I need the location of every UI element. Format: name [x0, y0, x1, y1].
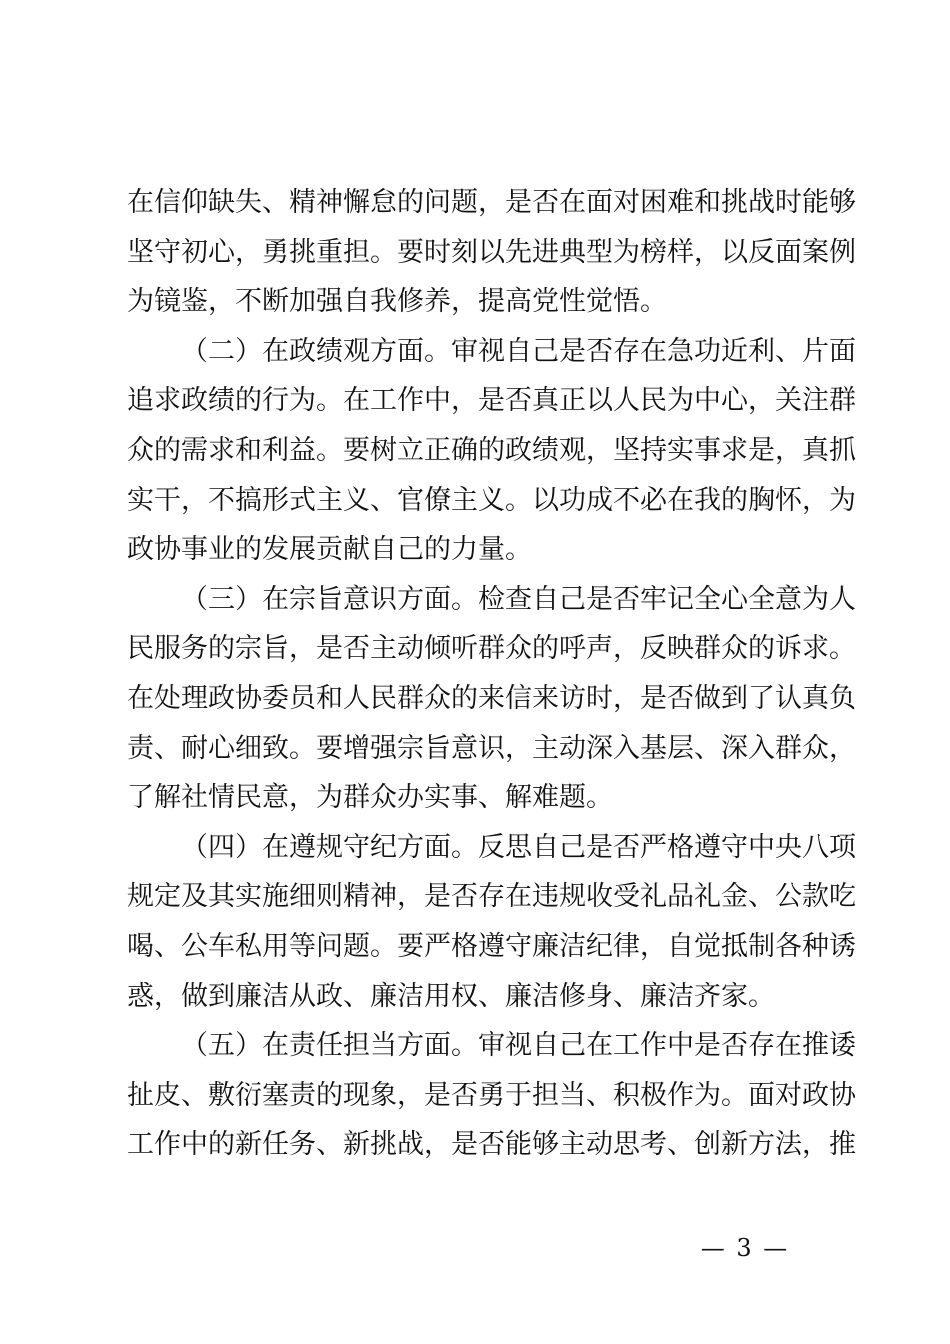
section-heading-line: （二）在政绩观方面。审视自己是否存在急功近利、片面 [181, 335, 856, 367]
body-text [127, 178, 856, 1170]
text-line: 民服务的宗旨，是否主动倾听群众的呼声，反映群众的诉求。 [127, 633, 856, 665]
text-line: 惑，做到廉洁从政、廉洁用权、廉洁修身、廉洁齐家。 [127, 980, 775, 1012]
section-heading-line: （五）在责任担当方面。审视自己在工作中是否存在推诿 [181, 1030, 856, 1062]
text-line: 责、耐心细致。要增强宗旨意识，主动深入基层、深入群众， [127, 732, 856, 764]
text-line: 众的需求和利益。要树立正确的政绩观，坚持实事求是，真抓 [127, 434, 856, 466]
section-heading-line: （三）在宗旨意识方面。检查自己是否牢记全心全意为人 [181, 583, 856, 615]
text-line: 工作中的新任务、新挑战，是否能够主动思考、创新方法，推 [127, 1129, 856, 1161]
text-line: 喝、公车私用等问题。要严格遵守廉洁纪律，自觉抵制各种诱 [127, 930, 856, 962]
text-line: 扯皮、敷衍塞责的现象，是否勇于担当、积极作为。面对政协 [127, 1079, 856, 1111]
text-line: 实干，不搞形式主义、官僚主义。以功成不必在我的胸怀，为 [127, 484, 856, 516]
text-line: 规定及其实施细则精神，是否存在违规收受礼品礼金、公款吃 [127, 881, 856, 913]
text-line: 追求政绩的行为。在工作中，是否真正以人民为中心，关注群 [127, 385, 856, 417]
text-line: 政协事业的发展贡献自己的力量。 [127, 534, 532, 566]
text-line: 为镜鉴，不断加强自我修养，提高党性觉悟。 [127, 286, 667, 318]
text-line: 了解社情民意，为群众办实事、解难题。 [127, 782, 613, 814]
text-line: 在信仰缺失、精神懈怠的问题，是否在面对困难和挑战时能够 [127, 187, 856, 218]
text-line: 在处理政协委员和人民群众的来信来访时，是否做到了认真负 [127, 682, 856, 714]
page-number: — 3 — [700, 1234, 790, 1262]
text-line: 坚守初心，勇挑重担。要时刻以先进典型为榜样，以反面案例 [127, 236, 856, 268]
section-heading-line: （四）在遵规守纪方面。反思自己是否严格遵守中央八项 [181, 831, 856, 863]
